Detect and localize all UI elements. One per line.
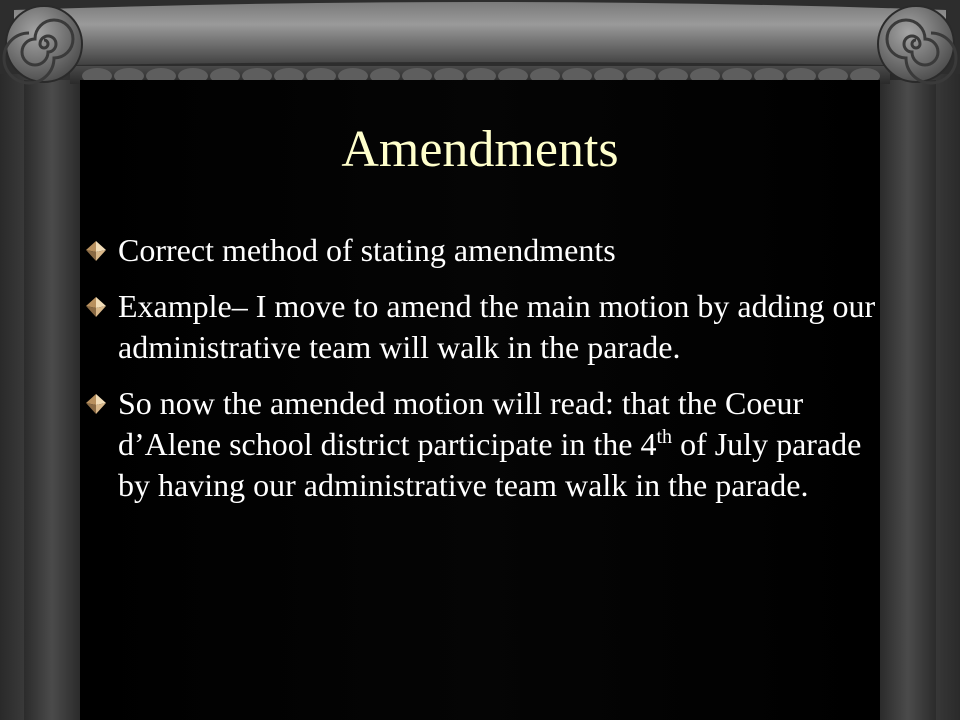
bullet-list [84,230,884,521]
bullet-text-part: of July parade by having our administrative team walk in the parade. [118,426,862,503]
diamond-bullet-icon [84,393,108,415]
bullet-item [84,286,884,368]
superscript-th: th [656,426,673,448]
bullet-text: Example– I move to amend the main motion by adding our administrative team will walk in the parade. [118,288,876,365]
diamond-bullet-icon [84,240,108,262]
bullet-text-part: So now the amended motion will read: that the Coeur d’Alene school district participate in the 4 [118,385,804,462]
bullet-text: Correct method of stating amendments [118,232,616,268]
bullet-item [84,383,884,506]
bullet-text [118,385,861,503]
diamond-bullet-icon [84,296,108,318]
bullet-item [84,230,884,271]
slide-title: Amendments [341,121,619,178]
